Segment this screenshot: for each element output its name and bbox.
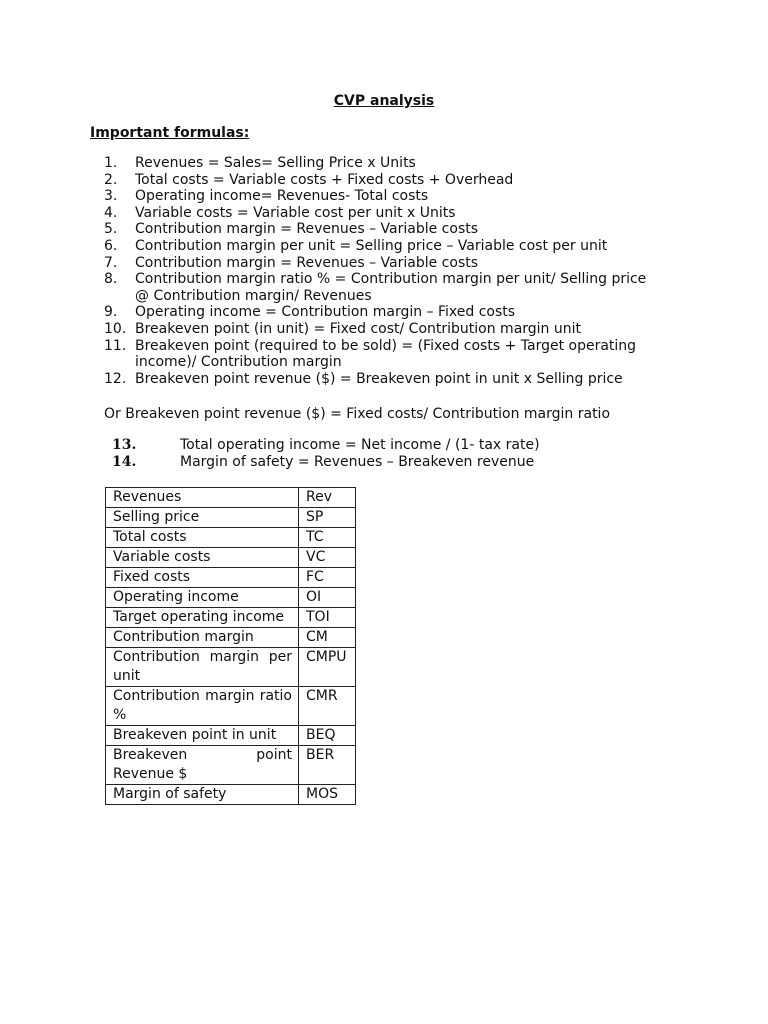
formula-text: Operating income= Revenues- Total costs (135, 188, 429, 205)
formula-item (112, 437, 672, 454)
table-row (106, 608, 356, 628)
formula-item (104, 205, 664, 222)
formula-item (104, 255, 664, 272)
formula-number: 1. (104, 155, 118, 171)
formula-number: 6. (104, 237, 118, 254)
abbr-cell: CMPU (299, 648, 356, 687)
formula-number: 4. (104, 204, 118, 221)
formula-number: 7. (104, 254, 118, 271)
term-cell: Breakeven point in unit (106, 726, 299, 746)
table-row (106, 785, 356, 805)
term-cell: Revenues (106, 488, 299, 508)
formula-item (104, 271, 664, 304)
table-row (106, 568, 356, 588)
term-cell: Selling price (106, 508, 299, 528)
term-cell: Margin of safety (106, 785, 299, 805)
abbr-cell: CM (299, 628, 356, 648)
abbr-cell: Rev (299, 488, 356, 508)
table-row (106, 726, 356, 746)
formula-item (104, 155, 664, 172)
formula-text: Contribution margin = Revenues – Variable costs (135, 254, 479, 271)
formula-item (104, 321, 664, 338)
formula-text: Total costs = Variable costs + Fixed costs + Overhead (135, 171, 514, 188)
formula-text: Contribution margin ratio % = Contribution margin per unit/ Selling price @ Contribution margin/ Revenues (135, 271, 647, 304)
formula-number: 13. (112, 437, 137, 453)
formula-text: Breakeven point (in unit) = Fixed cost/ Contribution margin unit (135, 320, 582, 337)
abbr-cell: TOI (299, 608, 356, 628)
formula-item (104, 304, 664, 321)
term-cell: Total costs (106, 528, 299, 548)
formula-number: 14. (112, 454, 137, 470)
formula-number: 5. (104, 221, 118, 238)
abbr-cell: FC (299, 568, 356, 588)
term-cell: Contribution margin ratio % (106, 687, 299, 726)
formula-text: Total operating income = Net income / (1- tax rate) (180, 437, 540, 453)
term-cell: Target operating income (106, 608, 299, 628)
alternative-formula: Or Breakeven point revenue ($) = Fixed costs/ Contribution margin ratio (104, 406, 611, 422)
formula-number: 2. (104, 171, 118, 188)
abbr-cell: SP (299, 508, 356, 528)
formula-text: Breakeven point revenue ($) = Breakeven point in unit x Selling price (135, 370, 623, 387)
term-cell: Fixed costs (106, 568, 299, 588)
formula-item (104, 371, 664, 388)
abbr-cell: CMR (299, 687, 356, 726)
abbr-cell: TC (299, 528, 356, 548)
term-cell: Operating income (106, 588, 299, 608)
abbr-cell: OI (299, 588, 356, 608)
term-cell: Breakeven point Revenue $ (106, 746, 299, 785)
formula-text: Contribution margin = Revenues – Variable costs (135, 221, 479, 238)
abbr-cell: BER (299, 746, 356, 785)
term-cell: Contribution margin (106, 628, 299, 648)
table-row (106, 508, 356, 528)
section-heading: Important formulas: (90, 125, 250, 141)
formula-item (104, 338, 664, 371)
table-row (106, 548, 356, 568)
formula-number: 9. (104, 304, 118, 321)
formula-number: 10. (104, 320, 127, 337)
formula-list (104, 155, 664, 387)
formula-item (112, 454, 672, 471)
table-row (106, 628, 356, 648)
formula-text: Contribution margin per unit = Selling price – Variable cost per unit (135, 237, 608, 254)
formula-text: Margin of safety = Revenues – Breakeven revenue (180, 454, 535, 470)
formula-text: Operating income = Contribution margin – Fixed costs (135, 304, 516, 321)
table-row (106, 588, 356, 608)
abbr-cell: VC (299, 548, 356, 568)
table-row (106, 648, 356, 687)
formula-item (104, 188, 664, 205)
formula-text: Breakeven point (required to be sold) = (Fixed costs + Target operating income)/ Contribution margin (135, 337, 637, 371)
table-row (106, 687, 356, 726)
page-title: CVP analysis (333, 93, 435, 109)
formula-number: 8. (104, 271, 118, 288)
abbr-cell: MOS (299, 785, 356, 805)
term-cell: Variable costs (106, 548, 299, 568)
table-row (106, 746, 356, 785)
formula-text: Variable costs = Variable cost per unit x Units (135, 204, 456, 221)
formula-item (104, 221, 664, 238)
formula-text: Revenues = Sales= Selling Price x Units (135, 155, 416, 171)
formula-number: 12. (104, 370, 127, 387)
formula-item (104, 238, 664, 255)
abbreviation-table (105, 487, 356, 805)
table-row (106, 488, 356, 508)
abbr-cell: BEQ (299, 726, 356, 746)
formula-number: 11. (104, 337, 127, 354)
formula-number: 3. (104, 188, 118, 205)
term-cell: Contribution margin per unit (106, 648, 299, 687)
table-row (106, 528, 356, 548)
formula-item (104, 172, 664, 189)
